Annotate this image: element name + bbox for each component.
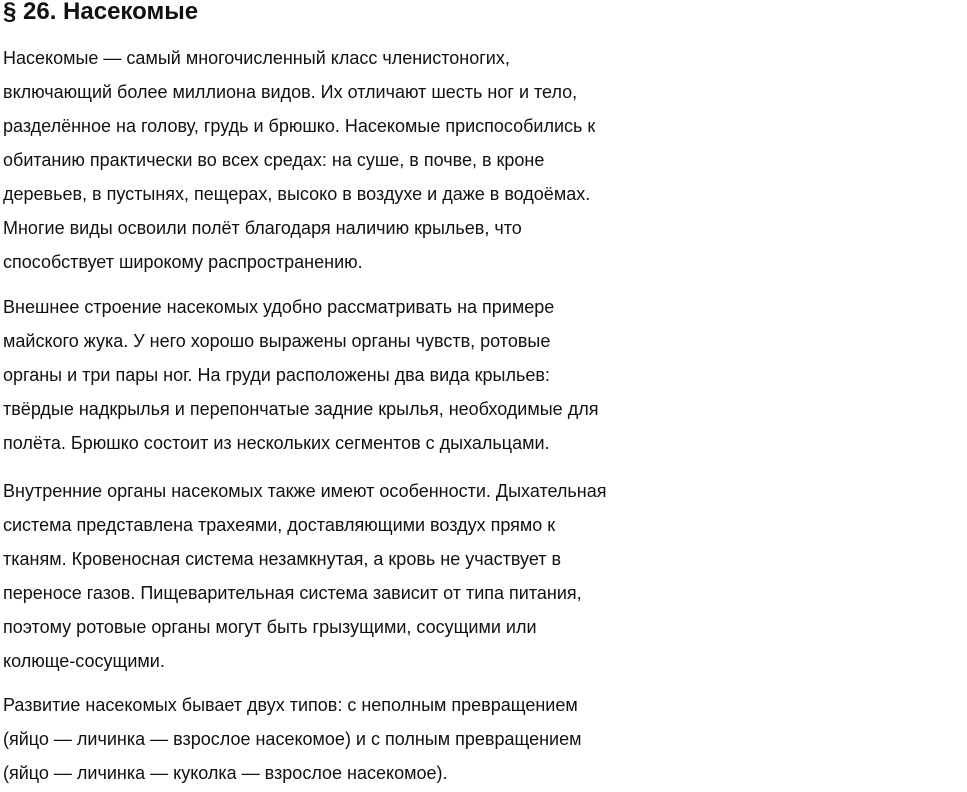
text-line: обитанию практически во всех средах: на суше, в почве, в кроне [3, 150, 545, 170]
text-line: переносе газов. Пищеварительная система зависит от типа питания, [3, 583, 582, 603]
text-line: Многие виды освоили полёт благодаря наличию крыльев, что [3, 218, 522, 238]
text-line: органы и три пары ног. На груди расположены два вида крыльев: [3, 365, 550, 385]
text-line: способствует широкому распространению. [3, 252, 363, 272]
text-line: Развитие насекомых бывает двух типов: с неполным превращением [3, 695, 578, 715]
text-line: твёрдые надкрылья и перепончатые задние крылья, необходимые для [3, 399, 599, 419]
text-line: Внешнее строение насекомых удобно рассматривать на примере [3, 297, 555, 317]
text-line: (яйцо — личинка — взрослое насекомое) и с полным превращением [3, 729, 582, 749]
section-heading: § 26. Насекомые [3, 0, 199, 25]
text-line: включающий более миллиона видов. Их отличают шесть ног и тело, [3, 82, 578, 102]
text-line: деревьев, в пустынях, пещерах, высоко в воздухе и даже в водоёмах. [3, 184, 591, 204]
text-line: Насекомые — самый многочисленный класс членистоногих, [3, 48, 510, 68]
text-line: тканям. Кровеносная система незамкнутая, а кровь не участвует в [3, 549, 562, 569]
paragraph-external-structure [3, 290, 967, 460]
text-line: полёта. Брюшко состоит из нескольких сегментов с дыхальцами. [3, 433, 550, 453]
text-line: (яйцо — личинка — куколка — взрослое насекомое). [3, 763, 448, 783]
text-line: разделённое на голову, грудь и брюшко. Насекомые приспособились к [3, 116, 596, 136]
paragraph-internal-organs [3, 474, 967, 678]
text-line: майского жука. У него хорошо выражены органы чувств, ротовые [3, 331, 551, 351]
text-line: поэтому ротовые органы могут быть грызущими, сосущими или [3, 617, 537, 637]
paragraph-insects-overview [3, 41, 967, 279]
text-line: Внутренние органы насекомых также имеют особенности. Дыхательная [3, 481, 607, 501]
paragraph-development [3, 688, 967, 790]
text-line: система представлена трахеями, доставляющими воздух прямо к [3, 515, 556, 535]
text-line: колюще-сосущими. [3, 651, 165, 671]
